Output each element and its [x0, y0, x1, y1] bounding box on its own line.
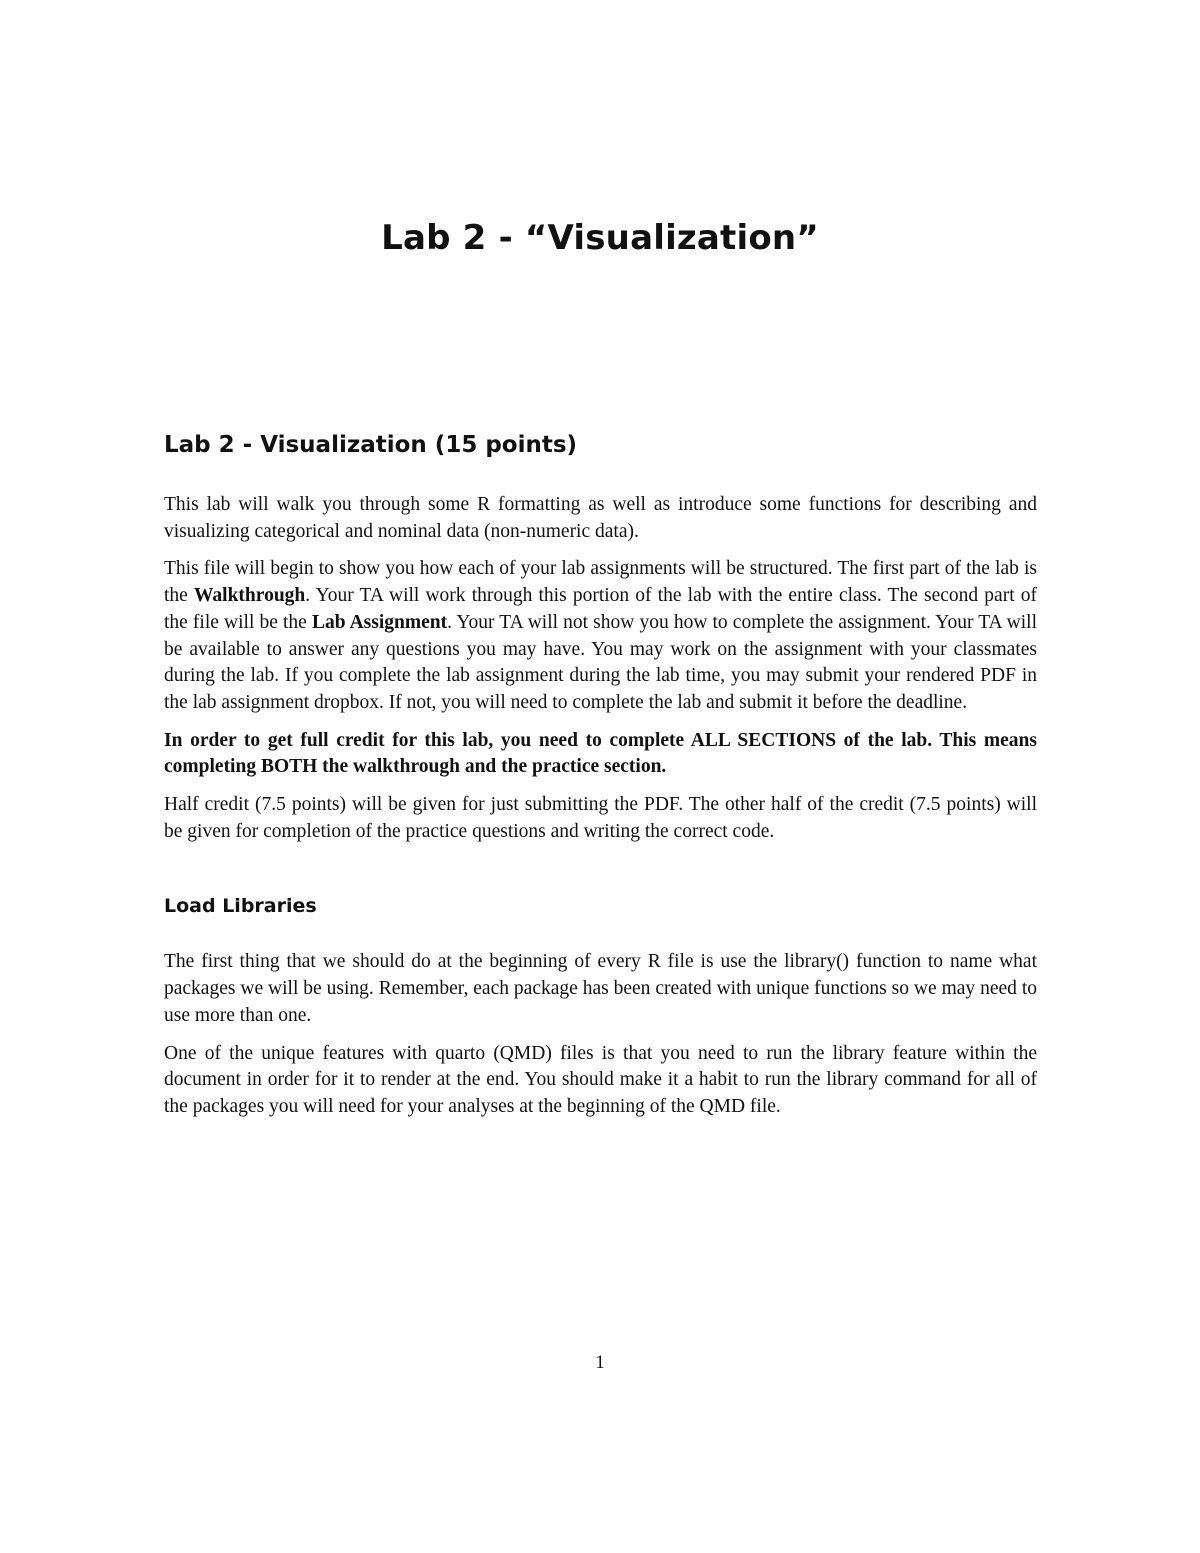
- structure-paragraph: [164, 556, 1037, 716]
- section-heading: Lab 2 - Visualization (15 points): [164, 432, 578, 458]
- subsection-heading: Load Libraries: [164, 895, 317, 918]
- walkthrough-term: Walkthrough: [193, 585, 306, 607]
- document-body: [164, 432, 1037, 1132]
- libraries-paragraph-1: The first thing that we should do at the beginning of every R file is use the library() function to name what packages we will be using. Remember, each package has been created with unique functions so we may need to use more than one.: [164, 951, 1037, 1026]
- structure-text-1: This file will begin to show you how each of your lab assignments will be structured. The first part of the lab is the: [164, 558, 1037, 607]
- credit-paragraph: Half credit (7.5 points) will be given for just submitting the PDF. The other half of the credit (7.5 points) will be given for completion of the practice questions and writing the correct code.: [164, 794, 1037, 842]
- intro-paragraph: This lab will walk you through some R formatting as well as introduce some functions for describing and visualizing categorical and nominal data (non-numeric data).: [164, 494, 1037, 542]
- credit-emphasis-paragraph: In order to get full credit for this lab, you need to complete ALL SECTIONS of the lab. This means completing BOTH the walkthrough and the practice section.: [164, 729, 1037, 778]
- structure-text-3: . Your TA will not show you how to complete the assignment. Your TA will be available to answer any questions you may have. You may work on the assignment with your classmates during the lab. If you complete the lab assignment during the lab time, you may submit your rendered PDF in the lab assignment dropbox. If not, you will need to complete the lab and submit it before the deadline.: [164, 611, 1037, 713]
- structure-text-2: . Your TA will work through this portion of the lab with the entire class. The second part of the file will be the: [164, 585, 1038, 633]
- page-number: 1: [595, 1352, 605, 1373]
- libraries-paragraph-2: One of the unique features with quarto (QMD) files is that you need to run the library feature within the document in order for it to render at the end. You should make it a habit to run the library command for all of the packages you will need for your analyses at the beginning of the QMD file.: [164, 1042, 1037, 1117]
- document-title: Lab 2 - “Visualization”: [381, 218, 819, 258]
- lab-assignment-term: Lab Assignment: [311, 611, 448, 633]
